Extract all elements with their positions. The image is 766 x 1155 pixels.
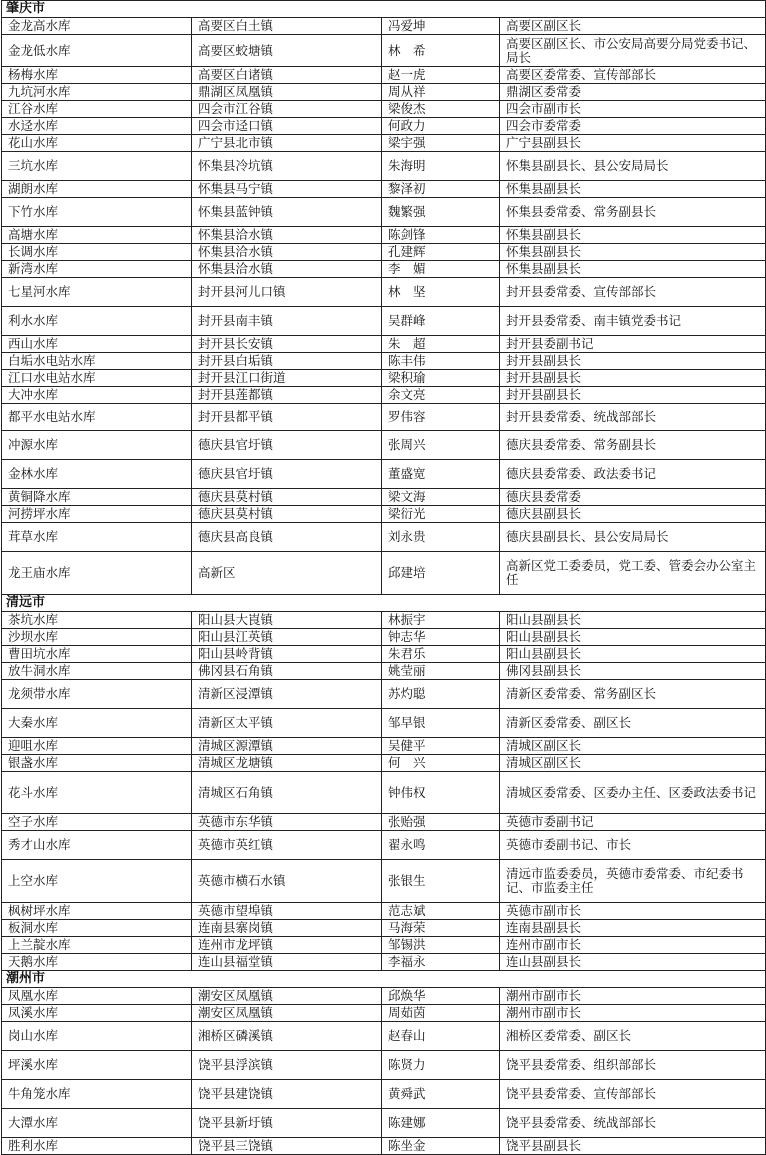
person-name-cell: 马海荣 [382, 920, 500, 937]
position-cell: 怀集县副县长 [500, 261, 766, 278]
person-name-cell: 钟志华 [382, 629, 500, 646]
reservoir-name-cell: 上兰靛水库 [2, 937, 192, 954]
table-row [2, 118, 766, 135]
reservoir-name-cell: 水迳水库 [2, 118, 192, 135]
table-row [2, 198, 766, 227]
person-name-cell: 张银生 [382, 860, 500, 903]
reservoir-name-cell: 长调水库 [2, 244, 192, 261]
person-name-cell: 陈丰伟 [382, 353, 500, 370]
person-name-cell: 朱 超 [382, 336, 500, 353]
position-cell: 德庆县委常委、政法委书记 [500, 460, 766, 489]
table-row [2, 404, 766, 431]
position-cell: 四会市副市长 [500, 101, 766, 118]
reservoir-name-cell: 河捞坪水库 [2, 506, 192, 523]
reservoir-name-cell: 沙坝水库 [2, 629, 192, 646]
section-title: 潮州市 [2, 971, 766, 988]
reservoir-name-cell: 杨梅水库 [2, 67, 192, 84]
table-row [2, 370, 766, 387]
location-cell: 连山县福堂镇 [192, 954, 382, 971]
person-name-cell: 吴健平 [382, 738, 500, 755]
location-cell: 德庆县莫村镇 [192, 489, 382, 506]
position-cell: 封开县委常委、宣传部部长 [500, 278, 766, 307]
table-row [2, 680, 766, 709]
location-cell: 饶平县三饶镇 [192, 1138, 382, 1155]
position-cell: 怀集县副县长 [500, 244, 766, 261]
reservoir-name-cell: 下竹水库 [2, 198, 192, 227]
location-cell: 潮安区凤凰镇 [192, 988, 382, 1005]
table-row [2, 18, 766, 35]
position-cell: 德庆县委常委 [500, 489, 766, 506]
position-cell: 德庆县委常委、常务副县长 [500, 431, 766, 460]
position-cell: 潮州市副市长 [500, 988, 766, 1005]
location-cell: 德庆县官圩镇 [192, 460, 382, 489]
reservoir-name-cell: 牛角笼水库 [2, 1080, 192, 1109]
table-row [2, 831, 766, 860]
table-row [2, 506, 766, 523]
location-cell: 英德市望埠镇 [192, 903, 382, 920]
person-name-cell: 梁衍光 [382, 506, 500, 523]
person-name-cell: 邹早银 [382, 709, 500, 738]
table-row [2, 920, 766, 937]
reservoir-name-cell: 茸草水库 [2, 523, 192, 552]
position-cell: 封开县委常委、南丰镇党委书记 [500, 307, 766, 336]
person-name-cell: 翟永鸣 [382, 831, 500, 860]
person-name-cell: 钟伟权 [382, 772, 500, 814]
position-cell: 怀集县副县长 [500, 227, 766, 244]
reservoir-name-cell: 七星河水库 [2, 278, 192, 307]
location-cell: 饶平县新圩镇 [192, 1109, 382, 1138]
person-name-cell: 陈贤力 [382, 1051, 500, 1080]
location-cell: 潮安区凤凰镇 [192, 1005, 382, 1022]
table-row [2, 489, 766, 506]
person-name-cell: 何政力 [382, 118, 500, 135]
position-cell: 连南县副县长 [500, 920, 766, 937]
reservoir-name-cell: 黄铜降水库 [2, 489, 192, 506]
location-cell: 怀集县冷坑镇 [192, 152, 382, 181]
reservoir-name-cell: 金林水库 [2, 460, 192, 489]
position-cell: 高要区副区长、市公安局高要分局党委书记、局长 [500, 35, 766, 67]
location-cell: 高要区白土镇 [192, 18, 382, 35]
table-row [2, 1051, 766, 1080]
location-cell: 封开县河儿口镇 [192, 278, 382, 307]
reservoir-table [1, 0, 766, 1155]
table-row [2, 738, 766, 755]
reservoir-name-cell: 空子水库 [2, 814, 192, 831]
location-cell: 怀集县洽水镇 [192, 244, 382, 261]
position-cell: 封开县副县长 [500, 370, 766, 387]
reservoir-name-cell: 龙王庙水库 [2, 552, 192, 595]
person-name-cell: 张周兴 [382, 431, 500, 460]
reservoir-name-cell: 大秦水库 [2, 709, 192, 738]
position-cell: 连州市副市长 [500, 937, 766, 954]
person-name-cell: 魏繁强 [382, 198, 500, 227]
reservoir-name-cell: 新湾水库 [2, 261, 192, 278]
person-name-cell: 林 坚 [382, 278, 500, 307]
person-name-cell: 黎泽初 [382, 181, 500, 198]
position-cell: 怀集县副县长 [500, 181, 766, 198]
person-name-cell: 陈剑锋 [382, 227, 500, 244]
person-name-cell: 梁积瑜 [382, 370, 500, 387]
person-name-cell: 李 媚 [382, 261, 500, 278]
location-cell: 封开县莲都镇 [192, 387, 382, 404]
reservoir-name-cell: 花斗水库 [2, 772, 192, 814]
table-row [2, 629, 766, 646]
position-cell: 连山县副县长 [500, 954, 766, 971]
reservoir-name-cell: 枫树坪水库 [2, 903, 192, 920]
location-cell: 阳山县江英镇 [192, 629, 382, 646]
person-name-cell: 陈建娜 [382, 1109, 500, 1138]
person-name-cell: 邹锡洪 [382, 937, 500, 954]
reservoir-name-cell: 胜利水库 [2, 1138, 192, 1155]
person-name-cell: 董盛宽 [382, 460, 500, 489]
person-name-cell: 邱建培 [382, 552, 500, 595]
reservoir-name-cell: 银盏水库 [2, 755, 192, 772]
location-cell: 清城区源潭镇 [192, 738, 382, 755]
reservoir-name-cell: 花山水库 [2, 135, 192, 152]
position-cell: 鼎湖区委常委 [500, 84, 766, 101]
table-row [2, 523, 766, 552]
position-cell: 德庆县副县长、县公安局局长 [500, 523, 766, 552]
position-cell: 高新区党工委委员，党工委、管委会办公室主任 [500, 552, 766, 595]
location-cell: 鼎湖区凤凰镇 [192, 84, 382, 101]
table-row [2, 278, 766, 307]
position-cell: 怀集县副县长、县公安局局长 [500, 152, 766, 181]
reservoir-name-cell: 凤凰水库 [2, 988, 192, 1005]
position-cell: 封开县委副书记 [500, 336, 766, 353]
location-cell: 清城区龙塘镇 [192, 755, 382, 772]
location-cell: 怀集县洽水镇 [192, 227, 382, 244]
position-cell: 清城区副区长 [500, 738, 766, 755]
position-cell: 阳山县副县长 [500, 629, 766, 646]
location-cell: 德庆县高良镇 [192, 523, 382, 552]
position-cell: 清新区委常委、副区长 [500, 709, 766, 738]
table-row [2, 84, 766, 101]
reservoir-name-cell: 大冲水库 [2, 387, 192, 404]
location-cell: 封开县都平镇 [192, 404, 382, 431]
reservoir-name-cell: 曹田坑水库 [2, 646, 192, 663]
position-cell: 清新区委常委、常务副区长 [500, 680, 766, 709]
reservoir-table-body [2, 1, 766, 1155]
section-title: 清远市 [2, 595, 766, 612]
table-row [2, 227, 766, 244]
reservoir-name-cell: 冲源水库 [2, 431, 192, 460]
person-name-cell: 林振宇 [382, 612, 500, 629]
position-cell: 四会市委常委 [500, 118, 766, 135]
table-row [2, 244, 766, 261]
person-name-cell: 周从祥 [382, 84, 500, 101]
reservoir-name-cell: 岗山水库 [2, 1022, 192, 1051]
location-cell: 高要区白诸镇 [192, 67, 382, 84]
location-cell: 连州市龙坪镇 [192, 937, 382, 954]
table-row [2, 181, 766, 198]
position-cell: 饶平县委常委、统战部部长 [500, 1109, 766, 1138]
reservoir-name-cell: 上空水库 [2, 860, 192, 903]
reservoir-name-cell: 湖朗水库 [2, 181, 192, 198]
table-row [2, 646, 766, 663]
location-cell: 封开县长安镇 [192, 336, 382, 353]
reservoir-name-cell: 板洞水库 [2, 920, 192, 937]
position-cell: 阳山县副县长 [500, 646, 766, 663]
location-cell: 高新区 [192, 552, 382, 595]
table-row [2, 307, 766, 336]
reservoir-name-cell: 白垢水电站水库 [2, 353, 192, 370]
location-cell: 怀集县洽水镇 [192, 261, 382, 278]
table-row [2, 1109, 766, 1138]
location-cell: 封开县南丰镇 [192, 307, 382, 336]
table-row [2, 1080, 766, 1109]
table-row [2, 135, 766, 152]
person-name-cell: 朱海明 [382, 152, 500, 181]
table-row [2, 1022, 766, 1051]
table-row [2, 954, 766, 971]
section-row [2, 971, 766, 988]
person-name-cell: 冯爱坤 [382, 18, 500, 35]
position-cell: 饶平县副县长 [500, 1138, 766, 1155]
table-row [2, 261, 766, 278]
position-cell: 高要区委常委、宣传部部长 [500, 67, 766, 84]
reservoir-name-cell: 金龙高水库 [2, 18, 192, 35]
position-cell: 德庆县副县长 [500, 506, 766, 523]
person-name-cell: 朱君乐 [382, 646, 500, 663]
position-cell: 饶平县委常委、组织部部长 [500, 1051, 766, 1080]
person-name-cell: 李福永 [382, 954, 500, 971]
reservoir-name-cell: 天鹅水库 [2, 954, 192, 971]
person-name-cell: 姚莹丽 [382, 663, 500, 680]
location-cell: 怀集县蓝钟镇 [192, 198, 382, 227]
position-cell: 怀集县委常委、常务副县长 [500, 198, 766, 227]
location-cell: 阳山县岭背镇 [192, 646, 382, 663]
position-cell: 清远市监委委员，英德市委常委、市纪委书记、市监委主任 [500, 860, 766, 903]
position-cell: 封开县副县长 [500, 353, 766, 370]
table-row [2, 101, 766, 118]
table-row [2, 152, 766, 181]
reservoir-name-cell: 高塘水库 [2, 227, 192, 244]
location-cell: 连南县寨岗镇 [192, 920, 382, 937]
reservoir-name-cell: 凤溪水库 [2, 1005, 192, 1022]
location-cell: 德庆县莫村镇 [192, 506, 382, 523]
location-cell: 高要区蛟塘镇 [192, 35, 382, 67]
location-cell: 四会市迳口镇 [192, 118, 382, 135]
position-cell: 封开县委常委、统战部部长 [500, 404, 766, 431]
reservoir-name-cell: 西山水库 [2, 336, 192, 353]
position-cell: 清城区副区长 [500, 755, 766, 772]
reservoir-name-cell: 迎咀水库 [2, 738, 192, 755]
person-name-cell: 周茹茵 [382, 1005, 500, 1022]
position-cell: 清城区委常委、区委办主任、区委政法委书记 [500, 772, 766, 814]
section-title: 肇庆市 [2, 1, 766, 18]
table-row [2, 1005, 766, 1022]
table-row [2, 431, 766, 460]
table-row [2, 772, 766, 814]
table-row [2, 1138, 766, 1155]
location-cell: 四会市江谷镇 [192, 101, 382, 118]
reservoir-name-cell: 大潭水库 [2, 1109, 192, 1138]
reservoir-name-cell: 江口水电站水库 [2, 370, 192, 387]
table-row [2, 460, 766, 489]
table-row [2, 612, 766, 629]
location-cell: 佛冈县石角镇 [192, 663, 382, 680]
location-cell: 饶平县浮滨镇 [192, 1051, 382, 1080]
table-row [2, 35, 766, 67]
location-cell: 封开县白垢镇 [192, 353, 382, 370]
table-row [2, 67, 766, 84]
table-row [2, 988, 766, 1005]
location-cell: 阳山县大崀镇 [192, 612, 382, 629]
position-cell: 广宁县副县长 [500, 135, 766, 152]
table-row [2, 937, 766, 954]
reservoir-name-cell: 坪溪水库 [2, 1051, 192, 1080]
location-cell: 清城区石角镇 [192, 772, 382, 814]
reservoir-name-cell: 龙须带水库 [2, 680, 192, 709]
location-cell: 清新区太平镇 [192, 709, 382, 738]
position-cell: 英德市副市长 [500, 903, 766, 920]
table-row [2, 387, 766, 404]
location-cell: 封开县江口街道 [192, 370, 382, 387]
person-name-cell: 苏灼聪 [382, 680, 500, 709]
location-cell: 英德市横石水镇 [192, 860, 382, 903]
table-row [2, 663, 766, 680]
position-cell: 封开县副县长 [500, 387, 766, 404]
table-row [2, 903, 766, 920]
person-name-cell: 刘永贵 [382, 523, 500, 552]
person-name-cell: 罗伟容 [382, 404, 500, 431]
reservoir-name-cell: 都平水电站水库 [2, 404, 192, 431]
person-name-cell: 吴群峰 [382, 307, 500, 336]
reservoir-name-cell: 三坑水库 [2, 152, 192, 181]
position-cell: 潮州市副市长 [500, 1005, 766, 1022]
position-cell: 英德市委副书记、市长 [500, 831, 766, 860]
reservoir-name-cell: 金龙低水库 [2, 35, 192, 67]
position-cell: 高要区副区长 [500, 18, 766, 35]
person-name-cell: 邱焕华 [382, 988, 500, 1005]
location-cell: 清新区浸潭镇 [192, 680, 382, 709]
position-cell: 佛冈县副县长 [500, 663, 766, 680]
table-row [2, 709, 766, 738]
person-name-cell: 梁文海 [382, 489, 500, 506]
location-cell: 英德市英红镇 [192, 831, 382, 860]
position-cell: 饶平县委常委、宣传部部长 [500, 1080, 766, 1109]
person-name-cell: 赵春山 [382, 1022, 500, 1051]
reservoir-name-cell: 江谷水库 [2, 101, 192, 118]
location-cell: 湘桥区磷溪镇 [192, 1022, 382, 1051]
location-cell: 英德市东华镇 [192, 814, 382, 831]
location-cell: 饶平县建饶镇 [192, 1080, 382, 1109]
table-row [2, 336, 766, 353]
reservoir-name-cell: 放牛洞水库 [2, 663, 192, 680]
location-cell: 德庆县官圩镇 [192, 431, 382, 460]
table-row [2, 755, 766, 772]
position-cell: 湘桥区委常委、副区长 [500, 1022, 766, 1051]
reservoir-name-cell: 利水水库 [2, 307, 192, 336]
reservoir-name-cell: 茶坑水库 [2, 612, 192, 629]
person-name-cell: 林 希 [382, 35, 500, 67]
section-row [2, 595, 766, 612]
person-name-cell: 余文亮 [382, 387, 500, 404]
reservoir-name-cell: 秀才山水库 [2, 831, 192, 860]
table-row [2, 814, 766, 831]
person-name-cell: 何 兴 [382, 755, 500, 772]
position-cell: 英德市委副书记 [500, 814, 766, 831]
table-row [2, 860, 766, 903]
section-row [2, 1, 766, 18]
table-row [2, 353, 766, 370]
person-name-cell: 黄舜武 [382, 1080, 500, 1109]
location-cell: 怀集县马宁镇 [192, 181, 382, 198]
person-name-cell: 梁俊杰 [382, 101, 500, 118]
location-cell: 广宁县北市镇 [192, 135, 382, 152]
person-name-cell: 陈坐金 [382, 1138, 500, 1155]
person-name-cell: 赵一虎 [382, 67, 500, 84]
person-name-cell: 孔建辉 [382, 244, 500, 261]
position-cell: 阳山县副县长 [500, 612, 766, 629]
reservoir-name-cell: 九坑河水库 [2, 84, 192, 101]
table-row [2, 552, 766, 595]
person-name-cell: 范志斌 [382, 903, 500, 920]
person-name-cell: 梁宇强 [382, 135, 500, 152]
person-name-cell: 张贻强 [382, 814, 500, 831]
